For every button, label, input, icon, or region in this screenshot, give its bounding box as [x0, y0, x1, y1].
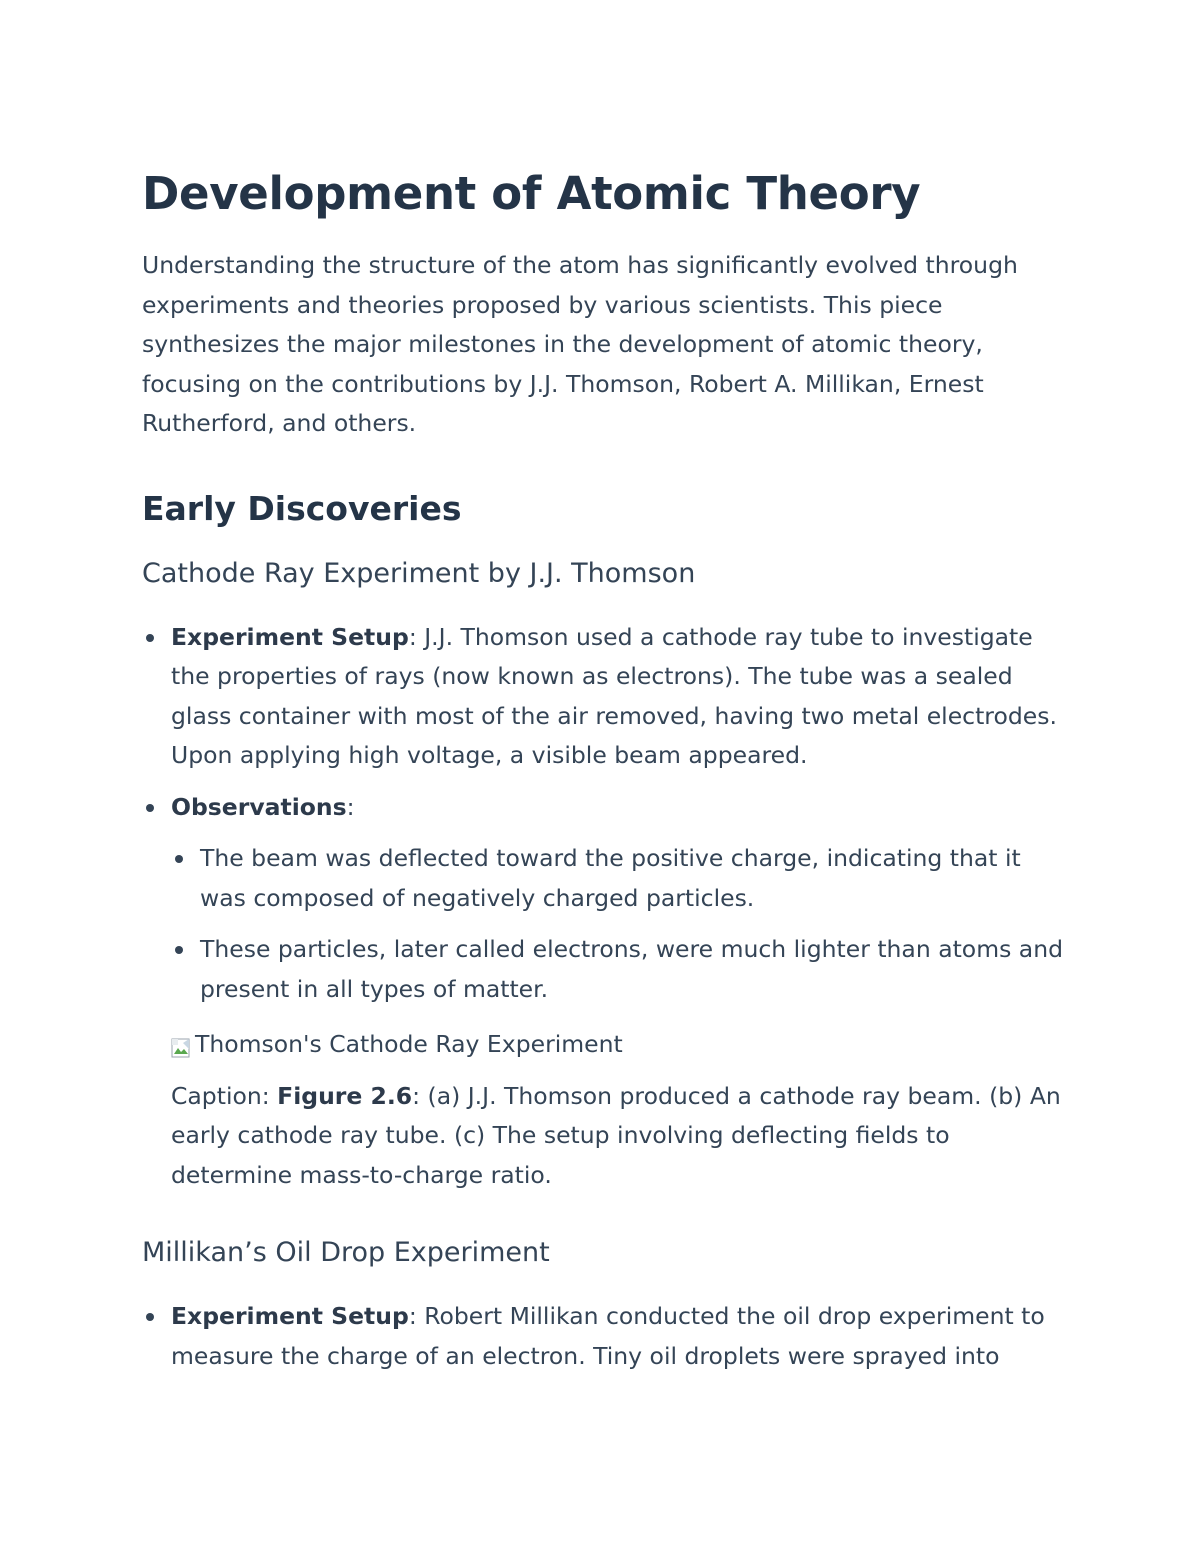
subsection-heading-millikan: Millikan’s Oil Drop Experiment	[142, 1237, 550, 1268]
image-alt-text: Thomson's Cathode Ray Experiment	[195, 1030, 623, 1058]
list-item-observation-1: The beam was deflected toward the positive charge, indicating that it was composed of negatively charged particles.	[171, 839, 1072, 918]
page-title: Development of Atomic Theory	[142, 167, 921, 220]
list-item-thomson-observations	[142, 788, 1072, 1010]
millikan-setup-text: : Robert Millikan conducted the oil drop experiment to measure the charge of an electron. Tiny oil droplets were sprayed into	[171, 1302, 1045, 1370]
millikan-list	[142, 1297, 1072, 1376]
thomson-figure	[171, 1025, 1072, 1065]
section-heading-early-discoveries: Early Discoveries	[142, 488, 462, 528]
intro-paragraph: Understanding the structure of the atom has significantly evolved through experiments and theories proposed by various scientists. This piece synthesizes the major milestones in the development of atomic theory, focusing on the contributions by J.J. Thomson, Robert A. Millikan, Ernest Rutherford, and others.	[142, 251, 1018, 437]
observations-suffix: :	[346, 792, 355, 821]
caption-prefix: Caption:	[171, 1081, 278, 1110]
observations-sublist	[171, 839, 1072, 1009]
subsection-heading-thomson: Cathode Ray Experiment by J.J. Thomson	[142, 557, 696, 589]
setup-text: : J.J. Thomson used a cathode ray tube to investigate the properties of rays (now known as electrons). The tube was a sealed glass container with most of the air removed, having two metal electrodes. Upon applying high voltage, a visible beam appeared.	[171, 622, 1057, 769]
broken-image-icon	[171, 1033, 193, 1057]
caption-text: : (a) J.J. Thomson produced a cathode ray beam. (b) An early cathode ray tube. (c) The setup involving deflecting fields to determine mass-to-charge ratio.	[171, 1081, 1061, 1189]
thomson-list	[142, 618, 1072, 1010]
list-item-observation-2: These particles, later called electrons, were much lighter than atoms and present in all types of matter.	[171, 930, 1072, 1009]
millikan-setup-label: Experiment Setup	[171, 1302, 409, 1330]
caption-figure-label: Figure 2.6	[277, 1081, 413, 1110]
setup-label: Experiment Setup	[171, 622, 409, 651]
figure-caption	[171, 1077, 1072, 1196]
document-page	[142, 160, 1072, 1388]
list-item-thomson-setup	[142, 618, 1072, 776]
list-item-millikan-setup	[142, 1297, 1072, 1376]
observations-label: Observations	[171, 792, 347, 821]
